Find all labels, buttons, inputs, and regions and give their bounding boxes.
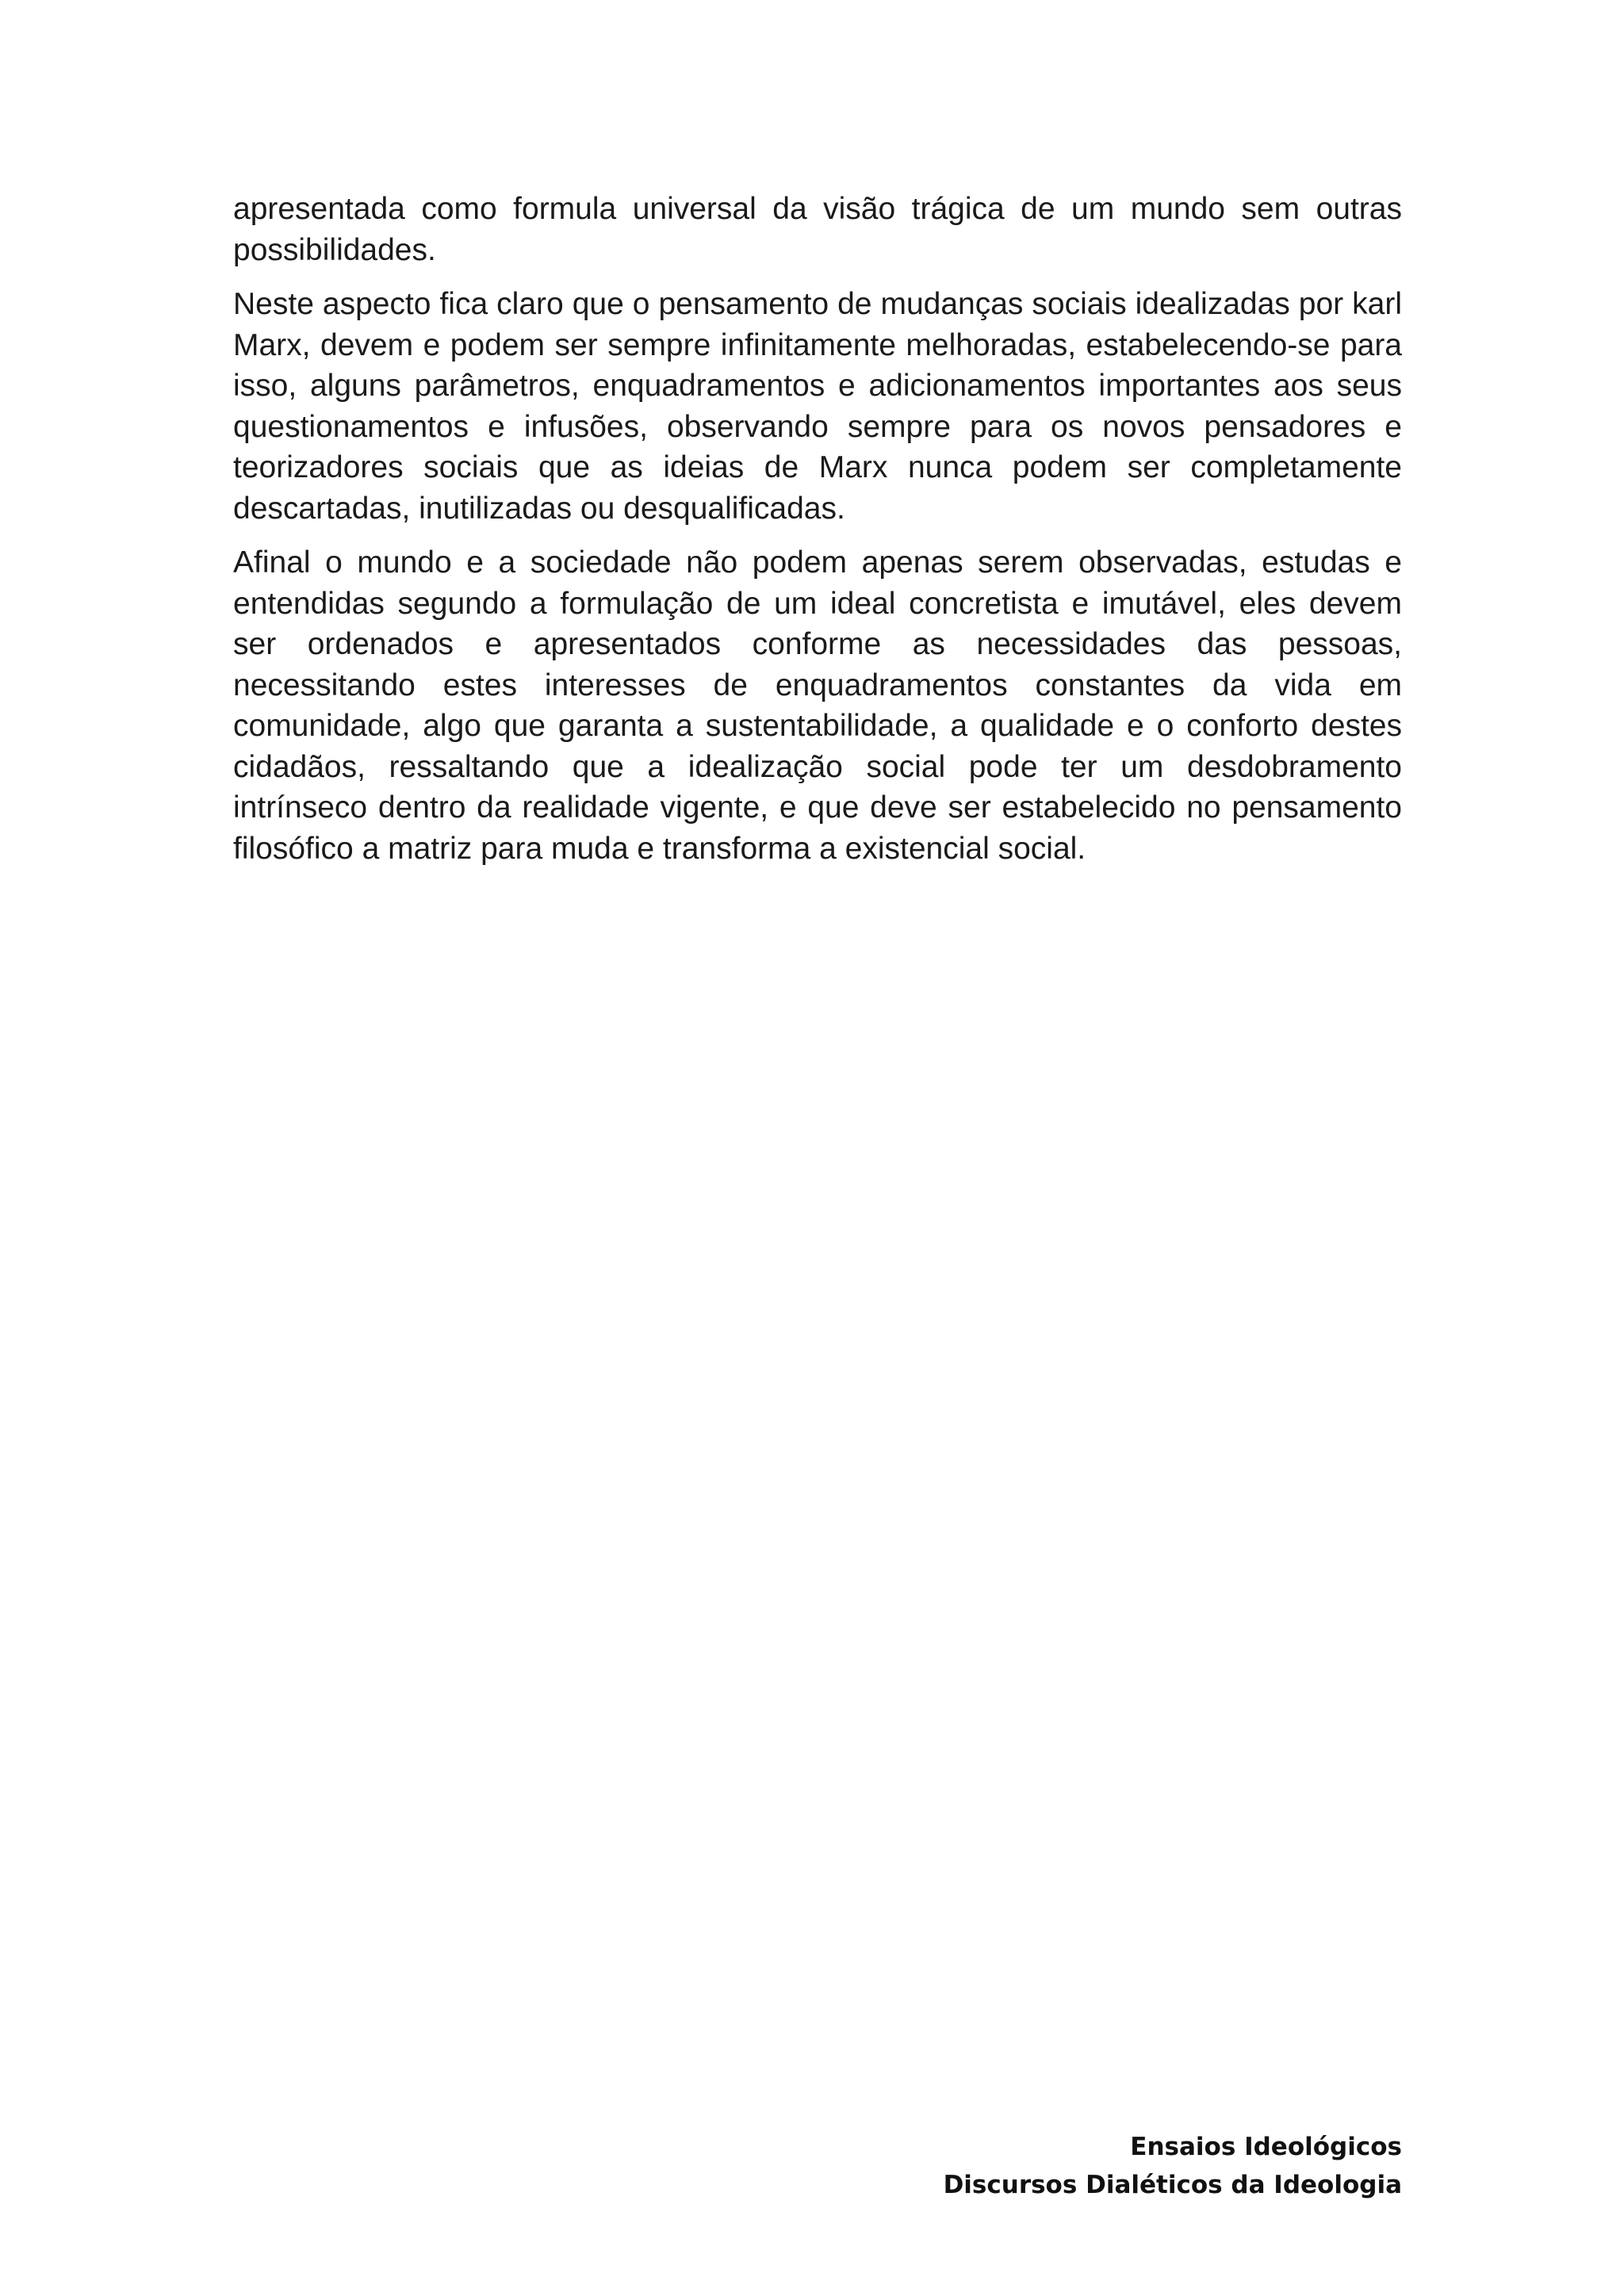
paragraph-2: Neste aspecto fica claro que o pensamento de mudanças sociais idealizadas por karl Marx, devem e podem ser sempre infinitamente melhoradas, estabelecendo-se para isso, alguns parâmetros, enquadramentos e adicionamentos importantes aos seus questionamentos e infusões, observando sempre para os novos pensadores e teorizadores sociais que as ideias de Marx nunca podem ser completamente descartadas, inutilizadas ou desqualificadas. [233, 287, 1402, 526]
paragraph-1: apresentada como formula universal da visão trágica de um mundo sem outras possibilidades. [233, 192, 1402, 267]
footer-book-subtitle: Discursos Dialéticos da Ideologia [943, 2171, 1402, 2199]
footer-book-title: Ensaios Ideológicos [1130, 2133, 1402, 2161]
paragraph-3: Afinal o mundo e a sociedade não podem apenas serem observadas, estudas e entendidas segundo a formulação de um ideal concretista e imutável, eles devem ser ordenados e apresentados conforme as necessidades das pessoas, necessitando estes interesses de enquadramentos constantes da vida em comunidade, algo que garanta a sustentabilidade, a qualidade e o conforto destes cidadãos, ressaltando que a idealização social pode ter um desdobramento intrínseco dentro da realidade vigente, e que deve ser estabelecido no pensamento filosófico a matriz para muda e transforma a existencial social. [233, 545, 1402, 866]
page-footer [944, 2128, 1402, 2204]
body-text [233, 189, 1402, 882]
